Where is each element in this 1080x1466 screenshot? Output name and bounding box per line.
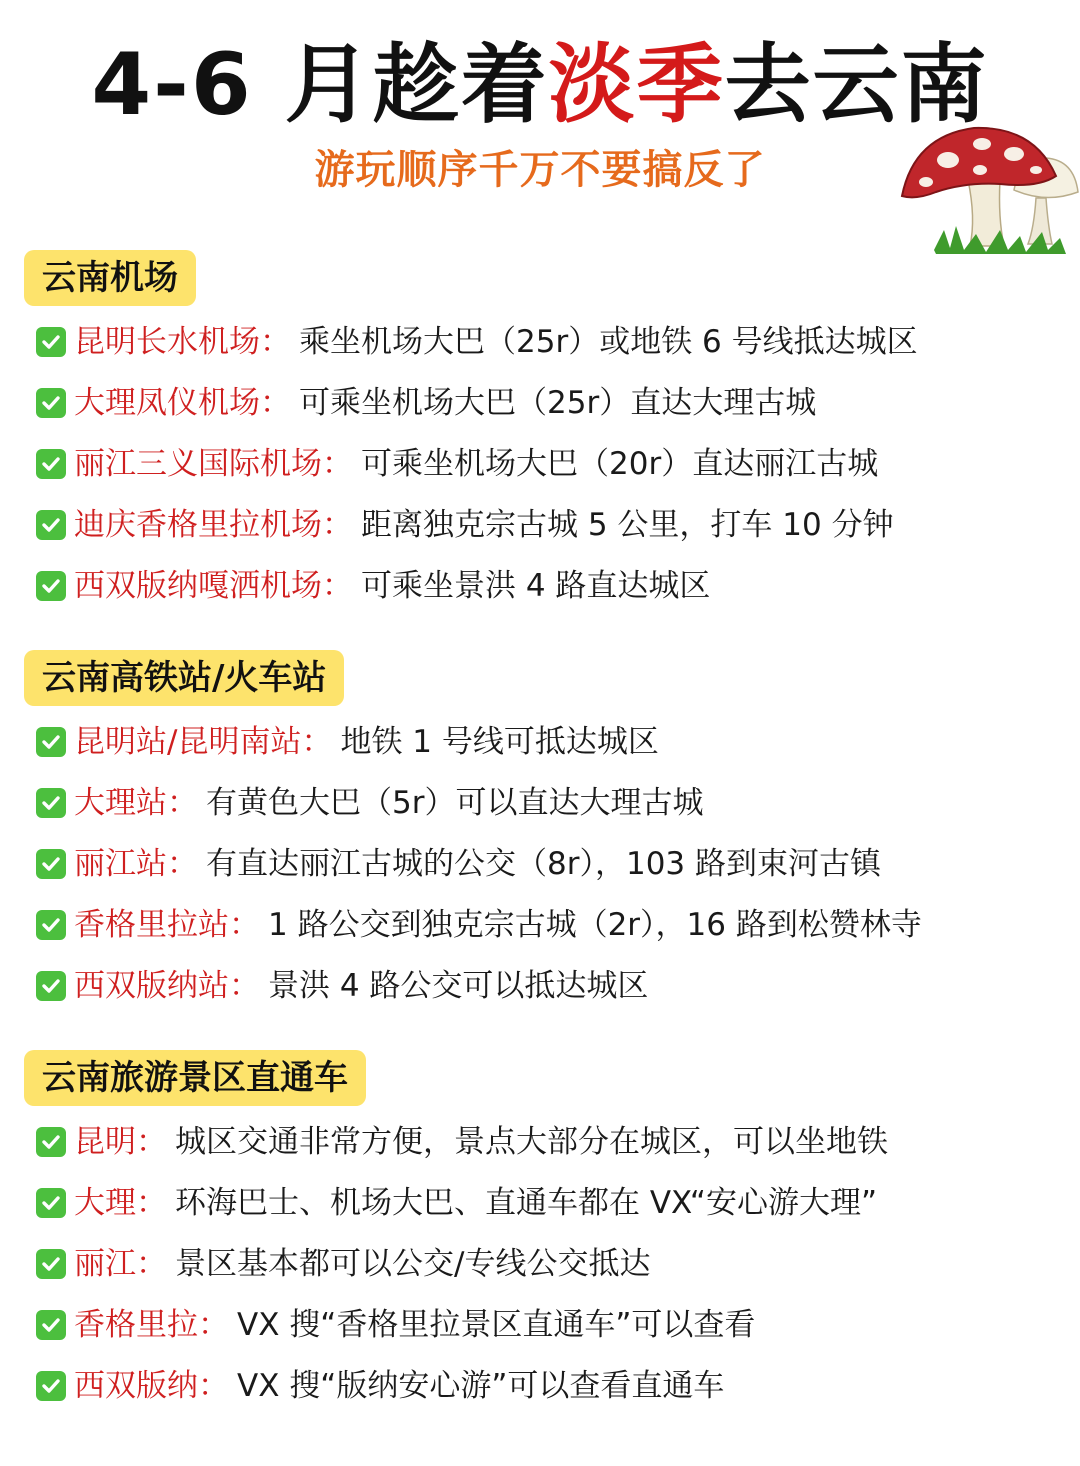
item-colon: ： xyxy=(229,968,260,1004)
item-desc: 环海巴士、机场大巴、直通车都在 VX“安心游大理” xyxy=(175,1185,878,1221)
item-desc: 乘坐机场大巴（25r）或地铁 6 号线抵达城区 xyxy=(299,324,918,360)
item-colon: ： xyxy=(136,1185,167,1221)
item-desc: 有黄色大巴（5r）可以直达大理古城 xyxy=(206,785,704,821)
item-name: 丽江站 xyxy=(74,846,167,882)
list-item xyxy=(36,1240,650,1288)
item-colon: ： xyxy=(198,1368,229,1404)
list-item xyxy=(36,901,922,949)
title-highlight: 淡季 xyxy=(548,35,725,135)
list-item xyxy=(36,1362,724,1410)
item-name: 昆明站/昆明南站 xyxy=(74,724,302,760)
item-name: 香格里拉 xyxy=(74,1307,198,1343)
item-name: 西双版纳站 xyxy=(74,968,229,1004)
item-colon: ： xyxy=(167,785,198,821)
checkmark-icon xyxy=(36,1371,66,1401)
checkmark-icon xyxy=(36,1249,66,1279)
item-desc: 1 路公交到独克宗古城（2r），16 路到松赞林寺 xyxy=(268,907,922,943)
section-header-scenic-shuttles: 云南旅游景区直通车 xyxy=(24,1050,366,1106)
item-name: 西双版纳嘎洒机场 xyxy=(74,568,322,604)
item-desc: 可乘坐机场大巴（20r）直达丽江古城 xyxy=(361,446,879,482)
list-item xyxy=(36,501,894,549)
item-name: 丽江 xyxy=(74,1246,136,1282)
item-colon: ： xyxy=(301,724,333,760)
mushroom-icon xyxy=(896,118,1080,258)
item-name: 昆明 xyxy=(74,1124,136,1160)
item-desc: 景区基本都可以公交/专线公交抵达 xyxy=(175,1246,651,1282)
section-header-train-stations: 云南高铁站/火车站 xyxy=(24,650,344,706)
item-colon: ： xyxy=(229,907,260,943)
checkmark-icon xyxy=(36,910,66,940)
item-desc: VX 搜“版纳安心游”可以查看直通车 xyxy=(237,1368,725,1404)
list-item xyxy=(36,1179,877,1227)
list-item xyxy=(36,379,816,427)
item-colon: ： xyxy=(136,1246,167,1282)
item-colon: ： xyxy=(136,1124,167,1160)
item-name: 丽江三义国际机场 xyxy=(74,446,322,482)
item-name: 大理凤仪机场 xyxy=(74,385,260,421)
item-colon: ： xyxy=(198,1307,229,1343)
item-colon: ： xyxy=(322,446,353,482)
checkmark-icon xyxy=(36,510,66,540)
list-item xyxy=(36,1301,755,1349)
checkmark-icon xyxy=(36,1127,66,1157)
checkmark-icon xyxy=(36,388,66,418)
list-item xyxy=(36,779,703,827)
item-colon: ： xyxy=(322,568,353,604)
checkmark-icon xyxy=(36,727,66,757)
checkmark-icon xyxy=(36,971,66,1001)
item-colon: ： xyxy=(167,846,198,882)
item-colon: ： xyxy=(260,324,291,360)
checkmark-icon xyxy=(36,571,66,601)
list-item xyxy=(36,840,881,888)
item-name: 西双版纳 xyxy=(74,1368,198,1404)
title-part1: 4-6 月趁着 xyxy=(91,35,549,135)
item-name: 香格里拉站 xyxy=(74,907,229,943)
item-desc: 景洪 4 路公交可以抵达城区 xyxy=(268,968,649,1004)
list-item xyxy=(36,1118,888,1166)
list-item xyxy=(36,962,648,1010)
list-item xyxy=(36,440,878,488)
checkmark-icon xyxy=(36,788,66,818)
item-desc: 距离独克宗古城 5 公里，打车 10 分钟 xyxy=(361,507,894,543)
item-name: 昆明长水机场 xyxy=(74,324,260,360)
item-desc: 城区交通非常方便，景点大部分在城区，可以坐地铁 xyxy=(175,1124,888,1160)
item-desc: 地铁 1 号线可抵达城区 xyxy=(340,724,659,760)
item-name: 大理 xyxy=(74,1185,136,1221)
list-item xyxy=(36,718,659,766)
section-header-airports: 云南机场 xyxy=(24,250,196,306)
checkmark-icon xyxy=(36,1188,66,1218)
item-desc: 可乘坐景洪 4 路直达城区 xyxy=(361,568,711,604)
item-desc: VX 搜“香格里拉景区直通车”可以查看 xyxy=(237,1307,756,1343)
checkmark-icon xyxy=(36,1310,66,1340)
list-item xyxy=(36,562,710,610)
checkmark-icon xyxy=(36,849,66,879)
list-item xyxy=(36,318,918,366)
item-colon: ： xyxy=(322,507,353,543)
item-name: 迪庆香格里拉机场 xyxy=(74,507,322,543)
checkmark-icon xyxy=(36,327,66,357)
checkmark-icon xyxy=(36,449,66,479)
item-desc: 有直达丽江古城的公交（8r），103 路到束河古镇 xyxy=(206,846,881,882)
item-colon: ： xyxy=(260,385,291,421)
page-subtitle: 游玩顺序千万不要搞反了 xyxy=(314,147,766,193)
title-part2: 去云南 xyxy=(724,35,989,135)
item-desc: 可乘坐机场大巴（25r）直达大理古城 xyxy=(299,385,817,421)
item-name: 大理站 xyxy=(74,785,167,821)
